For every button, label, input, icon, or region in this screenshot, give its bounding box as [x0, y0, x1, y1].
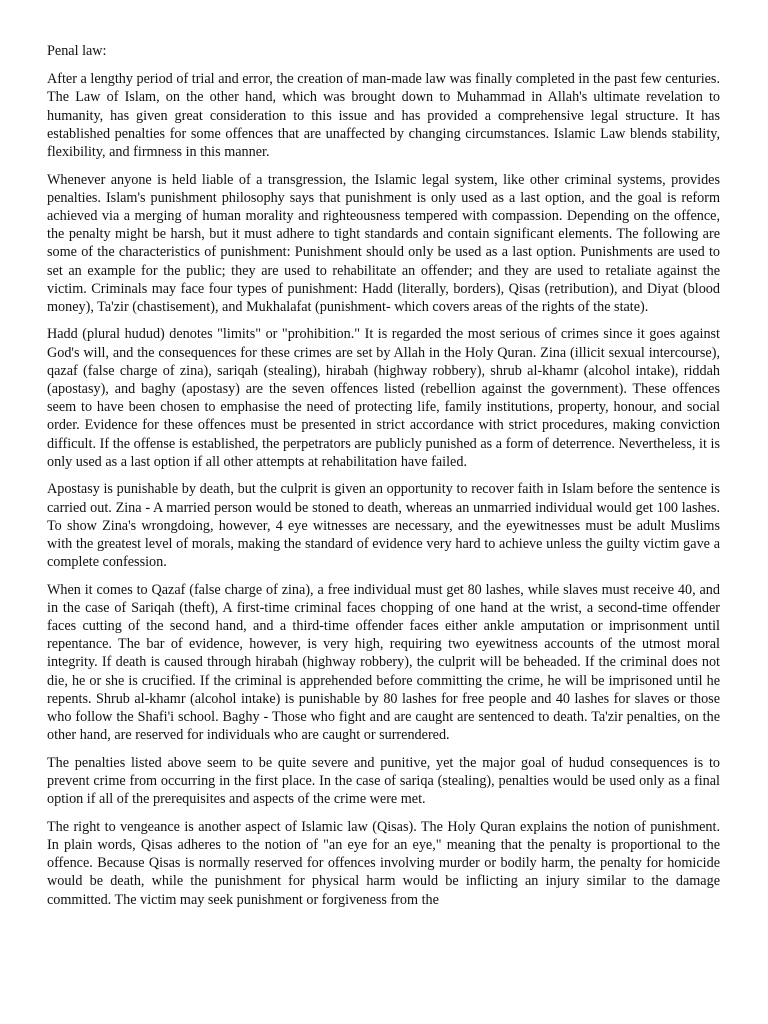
paragraph-apostasy-zina: Apostasy is punishable by death, but the culprit is given an opportunity to recover faith in Islam before the sentence is carried out. Zina - A married person would be stoned to death, whereas an unmarried individual would get 100 lashes. To show Zina's wrongdoing, however, 4 eye witnesses are necessary, and the eyewitnesses must be adult Muslims with the greatest level of morals, making the standard of evidence very hard to achieve unless the guilty victim gave a complete confession. — [47, 481, 720, 571]
section-heading: Penal law: — [47, 43, 107, 59]
paragraph-qisas: The right to vengeance is another aspect of Islamic law (Qisas). The Holy Quran explains the notion of punishment. In plain words, Qisas adheres to the notion of "an eye for an eye," meaning that the penalty is proportional to the offence. Because Qisas is normally reserved for offences involving murder or bodily harm, the penalty for homicide would be death, while the punishment for physical harm would be inflicting an injury similar to the damage committed. The victim may seek punishment or forgiveness from the — [47, 818, 720, 908]
document-page — [47, 42, 720, 918]
paragraph-hudud-goal: The penalties listed above seem to be quite severe and punitive, yet the major goal of hudud consequences is to prevent crime from occurring in the first place. In the case of sariqa (stealing), penalties would be used only as a final option if all of the prerequisites and aspects of the crime were met. — [47, 754, 720, 808]
paragraph-hadd: Hadd (plural hudud) denotes "limits" or "prohibition." It is regarded the most serious of crimes since it goes against God's will, and the consequences for these crimes are set by Allah in the Holy Quran. Zina (illicit sexual intercourse), qazaf (false charge of zina), sariqah (stealing), hirabah (highway robbery), shrub al-khamr (alcohol intake), riddah (apostasy), and baghy (apostasy) are the seven offences listed (rebellion against the government). These offences seem to have been chosen to emphasise the need of protecting life, family institutions, property, honour, and social order. Evidence for these offences must be presented in strict accordance with strict procedures, making conviction difficult. If the offense is established, the perpetrators are publicly punished as a form of deterrence. Nevertheless, it is only used as a last option if all other attempts at rehabilitation have failed. — [47, 326, 720, 470]
paragraph-punishment-philosophy: Whenever anyone is held liable of a transgression, the Islamic legal system, like other criminal systems, provides penalties. Islam's punishment philosophy says that punishment is only used as a last option, and the goal is reform achieved via a merging of human morality and righteousness tempered with compassion. Depending on the offence, the penalty might be harsh, but it must adhere to tight standards and contain significant elements. The following are some of the characteristics of punishment: Punishment should only be used as a last option. Punishments are used to set an example for the public; they are used to rehabilitate an offender; and they are used to retaliate against the victim. Criminals may face four types of punishment: Hadd (literally, borders), Qisas (retribution), and Diyat (blood money), Ta'zir (chastisement), and Mukhalafat (punishment- which covers areas of the rights of the state). — [47, 171, 720, 315]
paragraph-qazaf-sariqah: When it comes to Qazaf (false charge of zina), a free individual must get 80 lashes, while slaves must receive 40, and in the case of Sariqah (theft), A first-time criminal faces chopping of one hand at the wrist, a second-time offender faces cutting of the second hand, and a third-time offender faces either ankle amputation or imprisonment until repentance. The bar of evidence, however, is very high, requiring two eyewitness accounts of the utmost moral integrity. If death is caused through hirabah (highway robbery), the culprit will be beheaded. If the criminal does not die, he or she is crucified. If the criminal is apprehended before committing the crime, he will be imprisoned until he repents. Shrub al-khamr (alcohol intake) is punishable by 80 lashes for free people and 40 lashes for slaves or those who follow the Shafi'i school. Baghy - Those who fight and are caught are sentenced to death. Ta'zir penalties, on the other hand, are reserved for individuals who are caught or surrendered. — [47, 581, 720, 744]
paragraph-islamic-law-intro: After a lengthy period of trial and error, the creation of man-made law was finally completed in the past few centuries. The Law of Islam, on the other hand, which was brought down to Muhammad in Allah's ultimate revelation to humanity, has given great consideration to this issue and has provided a comprehensive legal structure. It has established penalties for some offences that are unaffected by changing circumstances. Islamic Law blends stability, flexibility, and firmness in this manner. — [47, 71, 720, 161]
